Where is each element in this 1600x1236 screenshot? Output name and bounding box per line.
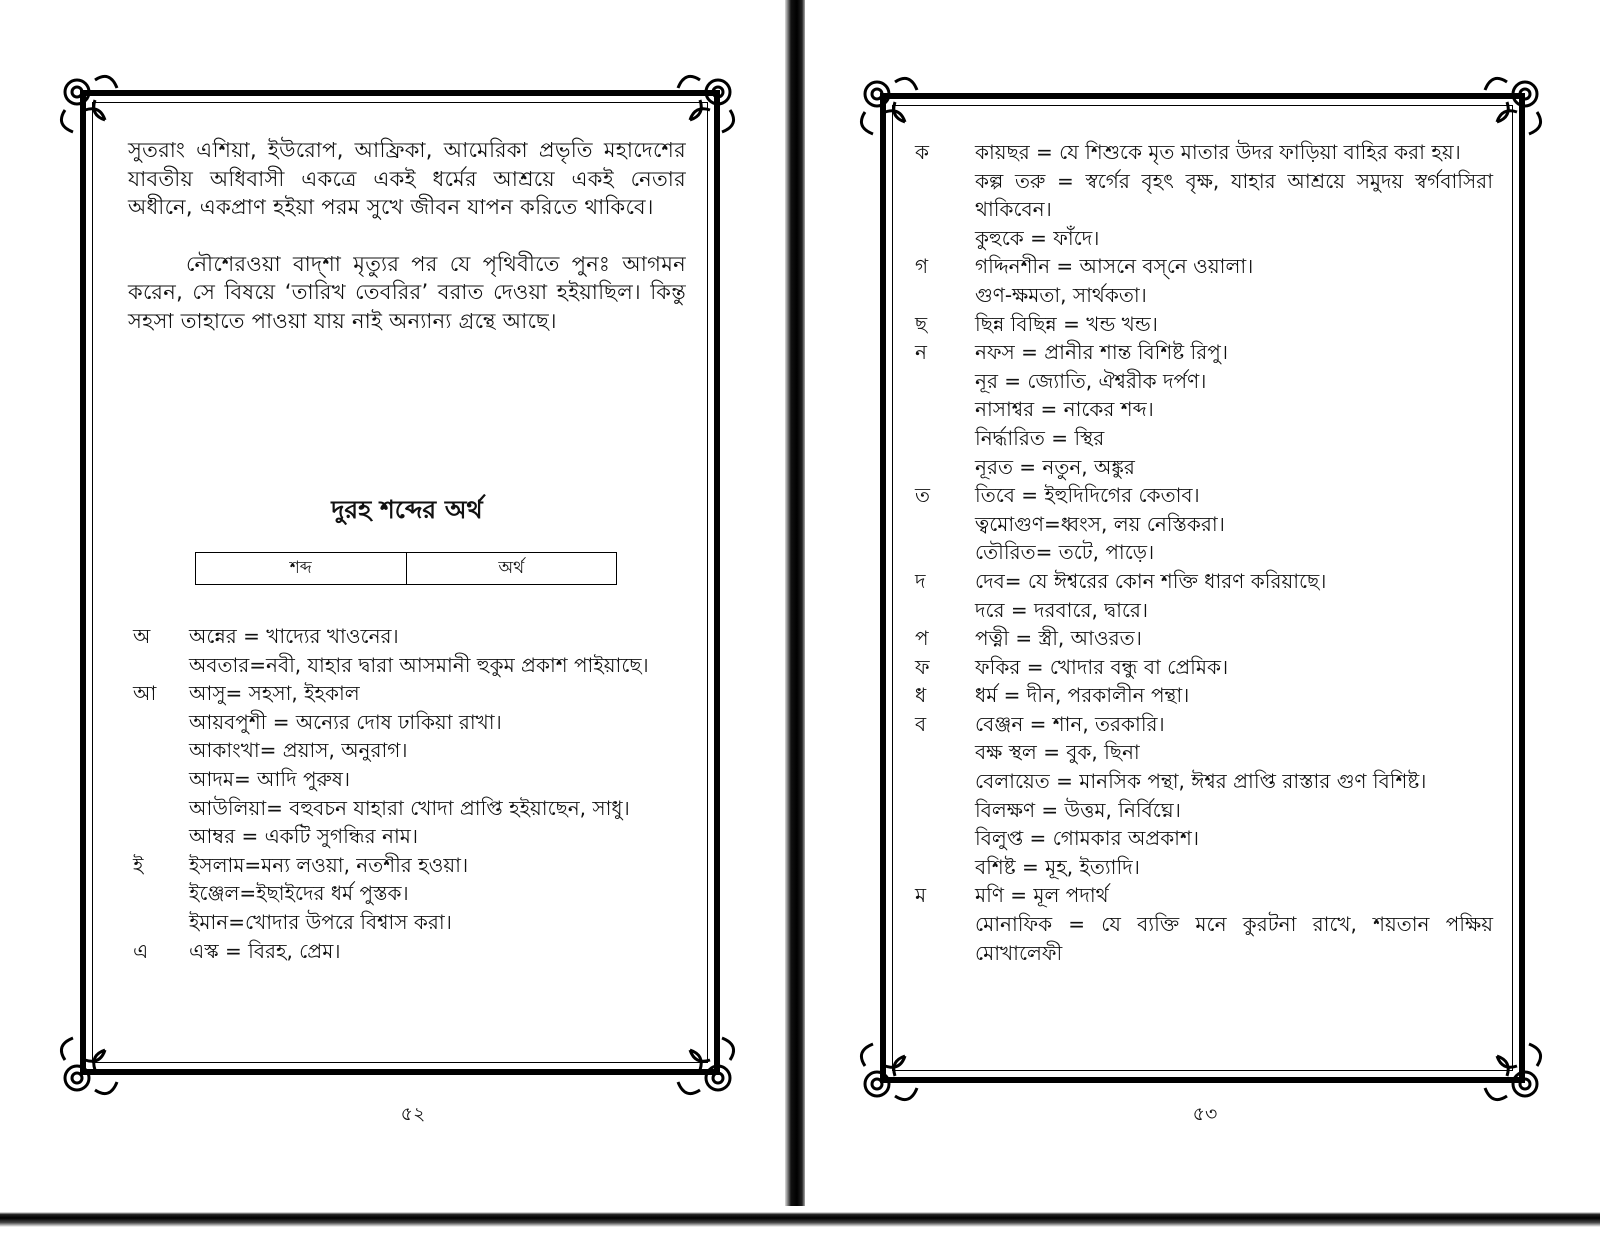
- glossary-entry-text: গদ্দিনশীন = আসনে বস্‌নে ওয়ালা।: [975, 254, 1254, 279]
- glossary-entry-text: অবতার=নবী, যাহার দ্বারা আসমানী হুকুম প্রকাশ পাইয়াছে।: [189, 652, 649, 677]
- glossary-column-header: [195, 552, 617, 585]
- glossary-letter: অ: [133, 624, 151, 648]
- glossary-entry-text: আসু= সহসা, ইহকাল: [189, 681, 360, 706]
- glossary-letter: ম: [915, 883, 927, 908]
- glossary-entry: [133, 822, 691, 851]
- glossary-entry: [133, 794, 691, 823]
- glossary-entry-text: আকাংখা= প্রয়াস, অনুরাগ।: [189, 738, 408, 763]
- glossary-entry-text: তিবে = ইহুদিদিগের কেতাব।: [975, 483, 1200, 508]
- glossary-entry: [915, 881, 1493, 910]
- glossary-entry: [915, 453, 1493, 482]
- glossary-entry-text: বশিষ্ট = মূহ, ইত্যাদি।: [975, 854, 1140, 879]
- glossary-letter: ছ: [915, 311, 928, 336]
- left-page: [0, 0, 785, 1236]
- ornament-corner-bottom-left: [855, 1036, 925, 1106]
- glossary-entry-text: বিলক্ষণ = উত্তম, নির্বিঘ্নে।: [975, 797, 1181, 822]
- glossary-entry: [915, 738, 1493, 767]
- glossary-entry-text: নফস = প্রানীর শান্ত বিশিষ্ট রিপু।: [975, 340, 1228, 365]
- book-spine: [785, 0, 805, 1236]
- glossary-letter: গ: [915, 254, 929, 279]
- glossary-letter: ধ: [915, 683, 927, 708]
- glossary-entry: [915, 767, 1493, 796]
- glossary-entry: [133, 937, 691, 966]
- glossary-entry: [915, 824, 1493, 853]
- glossary-entry: [915, 596, 1493, 625]
- glossary-letter: ব: [915, 711, 927, 736]
- glossary-letter: দ: [915, 568, 926, 593]
- glossary-entry: [133, 851, 691, 880]
- ornament-corner-top-left: [55, 70, 125, 140]
- glossary-letter: ন: [915, 340, 927, 365]
- glossary-entry: [915, 853, 1493, 882]
- glossary-entry-text: তৌরিত= তটে, পাড়ে।: [975, 540, 1155, 565]
- glossary-entry-text: গুণ-ক্ষমতা, সার্থকতা।: [975, 282, 1147, 307]
- glossary-entry: [133, 622, 691, 651]
- glossary-entry-text: মোনাফিক = যে ব্যক্তি মনে কুরটনা রাখে, শয়তান পক্ষিয় মোখালেফী: [975, 912, 1493, 965]
- ornament-corner-bottom-left: [55, 1030, 125, 1100]
- glossary-entry: [915, 481, 1493, 510]
- glossary-entry-text: কল্প তরু = স্বর্গের বৃহৎ বৃক্ষ, যাহার আশ্রয়ে সমুদয় স্বর্গবাসিরা থাকিবেন।: [975, 168, 1493, 222]
- glossary-entry: [915, 653, 1493, 682]
- glossary-entry: [133, 879, 691, 908]
- right-glossary: [915, 138, 1493, 967]
- glossary-entry: [133, 736, 691, 765]
- glossary-entry: [915, 567, 1493, 596]
- glossary-entry-text: দরে = দরবারে, দ্বারে।: [975, 597, 1149, 622]
- glossary-letter: এ: [133, 938, 149, 963]
- page-bottom-edge: [0, 1206, 1600, 1236]
- glossary-entry: [133, 708, 691, 737]
- glossary-entry-text: আয়বপুশী = অন্যের দোষ ঢাকিয়া রাখা।: [189, 709, 502, 734]
- glossary-entry-text: কায়ছর = যে শিশুকে মৃত মাতার উদর ফাড়িয়া বাহির করা হয়।: [975, 140, 1461, 164]
- left-body-text: [128, 136, 686, 335]
- glossary-entry-text: দেব= যে ঈশ্বরের কোন শক্তি ধারণ করিয়াছে।: [975, 568, 1327, 593]
- glossary-letter: ত: [915, 483, 931, 508]
- glossary-entry-text: আউলিয়া= বহুবচন যাহারা খোদা প্রাপ্তি হইয়াছেন, সাধু।: [189, 795, 630, 820]
- glossary-letter: ক: [915, 140, 929, 164]
- glossary-entry-text: কুহুকে = ফাঁদে।: [975, 225, 1100, 250]
- glossary-entry-text: ছিন্ন বিছিন্ন = খন্ড খন্ড।: [975, 311, 1158, 336]
- ornament-corner-bottom-right: [670, 1030, 740, 1100]
- glossary-entry-text: মণি = মূল পদার্থ: [975, 883, 1109, 908]
- glossary-entry: [915, 367, 1493, 396]
- ornament-corner-top-right: [1477, 72, 1547, 142]
- glossary-entry: [915, 538, 1493, 567]
- glossary-entry: [915, 252, 1493, 281]
- glossary-entry: [915, 167, 1493, 224]
- glossary-entry-text: ইমান=খোদার উপরে বিশ্বাস করা।: [189, 909, 452, 934]
- glossary-entry: [915, 796, 1493, 825]
- glossary-entry-text: আম্বর = একটি সুগন্ধির নাম।: [189, 824, 419, 849]
- glossary-letter: ফ: [915, 654, 930, 679]
- glossary-entry-text: ফকির = খোদার বন্ধু বা প্রেমিক।: [975, 654, 1229, 679]
- ornament-corner-bottom-right: [1477, 1036, 1547, 1106]
- page-number-right: ৫৩: [1192, 1103, 1218, 1125]
- glossary-entry-text: ধর্ম = দীন, পরকালীন পন্থা।: [975, 683, 1190, 708]
- paragraph-2: নৌশেরওয়া বাদ্‌শা মৃত্যুর পর যে পৃথিবীতে পুনঃ আগমন করেন, সে বিষয়ে ‘তারিখ তেবরির’ বরাত দেওয়া হইয়াছিল। কিন্তু সহসা তাহাতে পাওয়া যায় নাই অন্যান্য গ্রন্থে আছে।: [128, 251, 686, 333]
- glossary-letter: প: [915, 626, 929, 651]
- glossary-entry: [915, 310, 1493, 339]
- glossary-entry: [915, 910, 1493, 967]
- glossary-entry: [133, 651, 691, 680]
- glossary-entry: [915, 510, 1493, 539]
- glossary-entry-text: ইসলাম=মন্য লওয়া, নতশীর হওয়া।: [189, 852, 469, 877]
- glossary-entry-text: ইঞ্জেল=ইছাইদের ধর্ম পুস্তক।: [189, 881, 409, 906]
- glossary-entry-text: নাসাশ্বর = নাকের শব্দ।: [975, 397, 1154, 422]
- glossary-entry-text: অন্নের = খাদ্যের খাওনের।: [189, 624, 399, 648]
- ornament-corner-top-left: [855, 72, 925, 142]
- glossary-entry-text: নির্দ্ধারিত = স্থির: [975, 425, 1105, 450]
- glossary-entry: [915, 281, 1493, 310]
- ornament-corner-top-right: [670, 70, 740, 140]
- right-page: [805, 0, 1600, 1236]
- glossary-entry-text: নূরত = নতুন, অঙ্কুর: [975, 454, 1135, 479]
- paragraph-1: সুতরাং এশিয়া, ইউরোপ, আফ্রিকা, আমেরিকা প্রভৃতি মহাদেশের যাবতীয় অধিবাসী একত্রে একই ধর্মের আশ্রয়ে একই নেতার অধীনে, একপ্রাণ হইয়া পরম সুখে জীবন যাপন করিতে থাকিবে।: [128, 138, 686, 219]
- glossary-entry: [915, 424, 1493, 453]
- glossary-entry: [915, 710, 1493, 739]
- glossary-entry-text: বেলায়েত = মানসিক পন্থা, ঈশ্বর প্রাপ্তি রাস্তার গুণ বিশিষ্ট।: [975, 769, 1427, 794]
- glossary-entry: [915, 138, 1493, 167]
- glossary-entry: [133, 908, 691, 937]
- glossary-heading: দুরহ শব্দের অর্থ: [331, 495, 483, 524]
- column-word: শব্দ: [196, 553, 407, 584]
- glossary-entry: [915, 395, 1493, 424]
- glossary-letter: আ: [133, 681, 157, 706]
- glossary-entry-text: আদম= আদি পুরুষ।: [189, 766, 351, 791]
- glossary-entry-text: বিলুপ্ত = গোমকার অপ্রকাশ।: [975, 826, 1199, 851]
- left-glossary: [133, 622, 691, 965]
- glossary-entry-text: বেঞ্জন = শান, তরকারি।: [975, 711, 1165, 736]
- glossary-entry: [915, 681, 1493, 710]
- glossary-entry-text: এস্ক = বিরহ, প্রেম।: [189, 938, 341, 963]
- glossary-entry-text: পত্নী = স্ত্রী, আওরত।: [975, 626, 1142, 651]
- glossary-entry-text: ত্বমোগুণ=ধ্বংস, লয় নেস্তিকরা।: [975, 511, 1225, 536]
- column-meaning: অর্থ: [498, 558, 525, 578]
- glossary-entry: [915, 224, 1493, 253]
- glossary-entry: [133, 765, 691, 794]
- glossary-entry-text: নূর = জ্যোতি, ঐশ্বরীক দর্পণ।: [975, 368, 1207, 393]
- glossary-entry-text: বক্ষ স্থল = বুক, ছিনা: [975, 740, 1140, 765]
- page-number-left: ৫২: [400, 1103, 426, 1125]
- glossary-entry: [915, 338, 1493, 367]
- glossary-entry: [915, 624, 1493, 653]
- glossary-entry: [133, 679, 691, 708]
- glossary-letter: ই: [133, 852, 144, 877]
